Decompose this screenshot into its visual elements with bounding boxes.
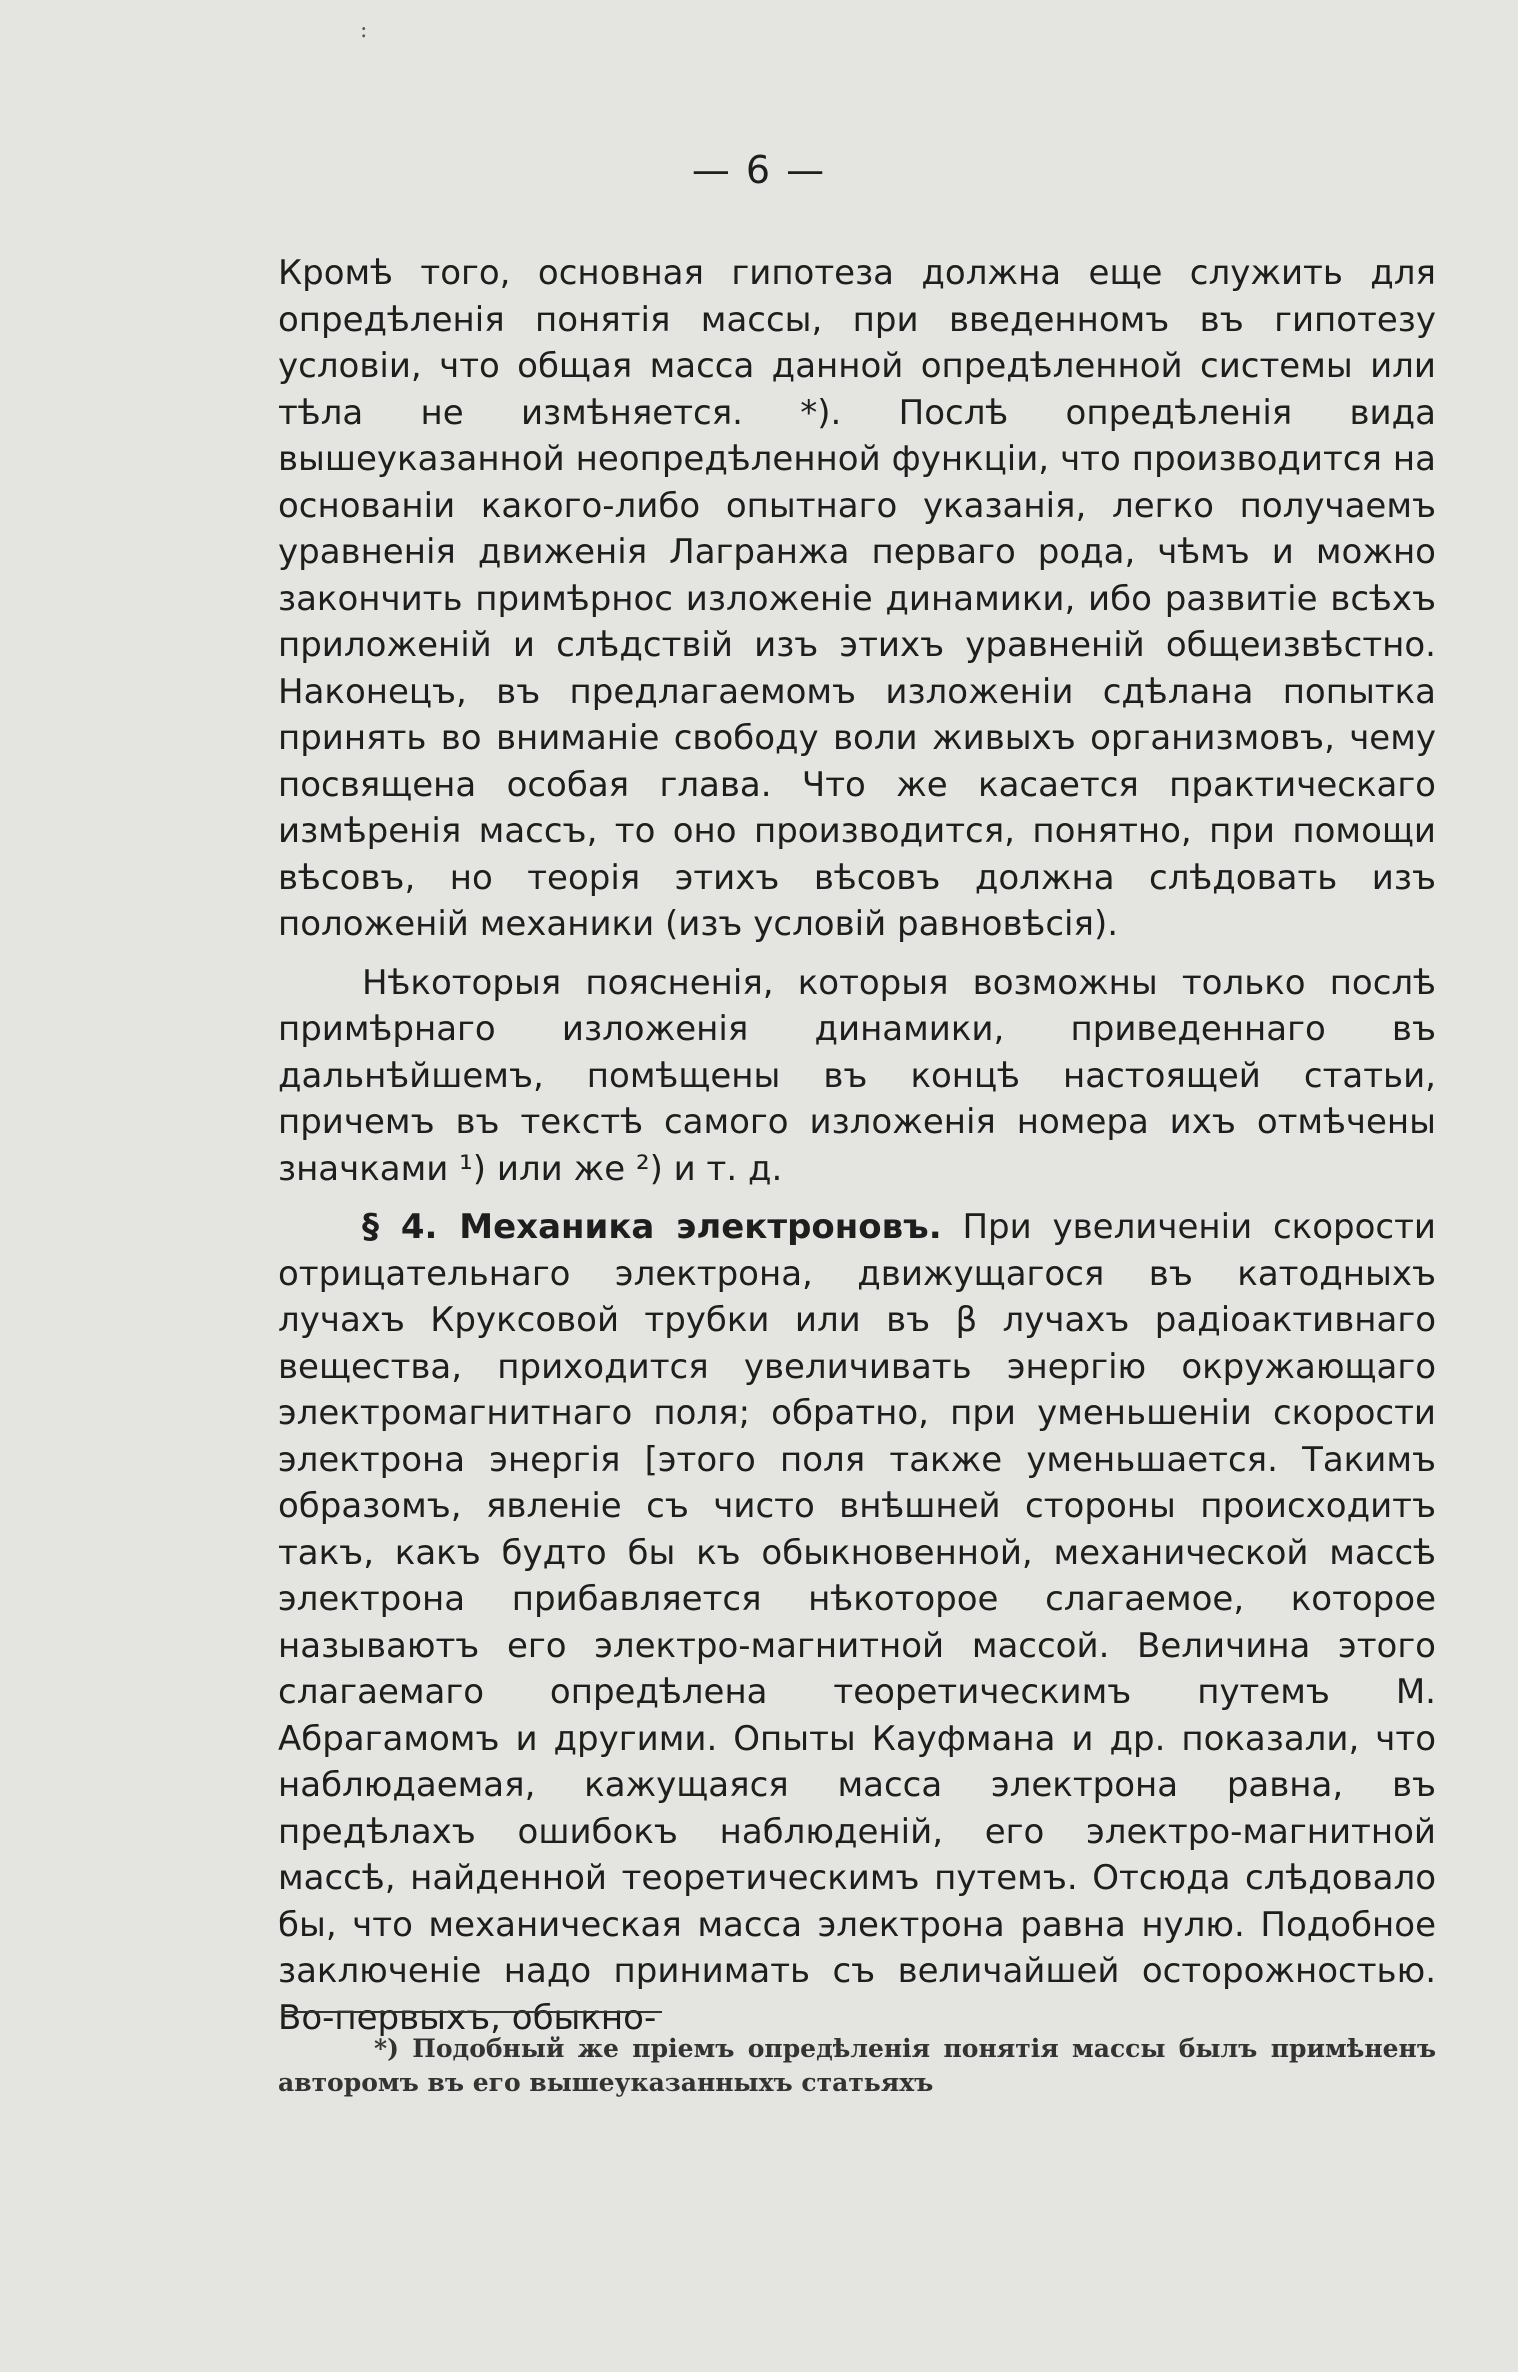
paragraph-3: [278, 1204, 1436, 2041]
footnote-divider: [282, 2011, 662, 2013]
footnote: *) Подобный же пріемъ опредѣленія понятія массы былъ примѣненъ авторомъ въ его вышеуказанныхъ статьяхъ: [278, 2034, 1436, 2097]
page-number: — 6 —: [691, 148, 827, 192]
corner-mark: :: [360, 18, 368, 43]
paragraph-1: Кромѣ того, основная гипотеза должна еще служить для опредѣленія понятія массы, при введенномъ въ гипотезу условіи, что общая масса данной опредѣленной системы или тѣла не измѣняется. *). Послѣ опредѣленія вида вышеуказанной неопредѣленной функціи, что производится на основаніи какого-либо опытнаго указанія, легко получаемъ уравненія движенія Лагранжа перваго рода, чѣмъ и можно закончить примѣрнос изложеніе динамики, ибо развитіе всѣхъ приложеній и слѣдствій изъ этихъ уравненій общеизвѣстно. Наконецъ, въ предлагаемомъ изложеніи сдѣлана попытка принять во вниманіе свободу воли живыхъ организмовъ, чему посвящена особая глава. Что же касается практическаго измѣренія массъ, то оно производится, понятно, при помощи вѣсовъ, но теорія этихъ вѣсовъ должна слѣдовать изъ положеній механики (изъ условій равновѣсія).: [278, 253, 1436, 944]
main-text: [278, 250, 1436, 2053]
paragraph-2: Нѣкоторыя поясненія, которыя возможны только послѣ примѣрнаго изложенія динамики, приведеннаго въ дальнѣйшемъ, помѣщены въ концѣ настоящей статьи, причемъ въ текстѣ самого изложенія номера ихъ отмѣчены значками ¹) или же ²) и т. д.: [278, 962, 1436, 1189]
section-heading: § 4. Механика электроновъ.: [362, 1207, 942, 1247]
paragraph-3-body: При увеличеніи скорости отрицательнаго электрона, движущагося въ катодныхъ лучахъ Круксовой трубки или въ β лучахъ радіоактивнаго вещества, приходится увеличивать энергію окружающаго электромагнитнаго поля; обратно, при уменьшеніи скорости электрона энергія [этого поля также уменьшается. Такимъ образомъ, явленіе съ чисто внѣшней стороны происходитъ такъ, какъ будто бы къ обыкновенной, механической массѣ электрона прибавляется нѣкоторое слагаемое, которое называютъ его электро-магнитной массой. Величина этого слагаемаго опредѣлена теоретическимъ путемъ М. Абрагамомъ и другими. Опыты Кауфмана и др. показали, что наблюдаемая, кажущаяся масса электрона равна, въ предѣлахъ ошибокъ наблюденій, его электро-магнитной массѣ, найденной теоретическимъ путемъ. Отсюда слѣдовало бы, что механическая масса электрона равна нулю. Подобное заключеніе надо принимать съ величайшей осторожностью. Во-первыхъ, обыкно-: [278, 1207, 1436, 2038]
